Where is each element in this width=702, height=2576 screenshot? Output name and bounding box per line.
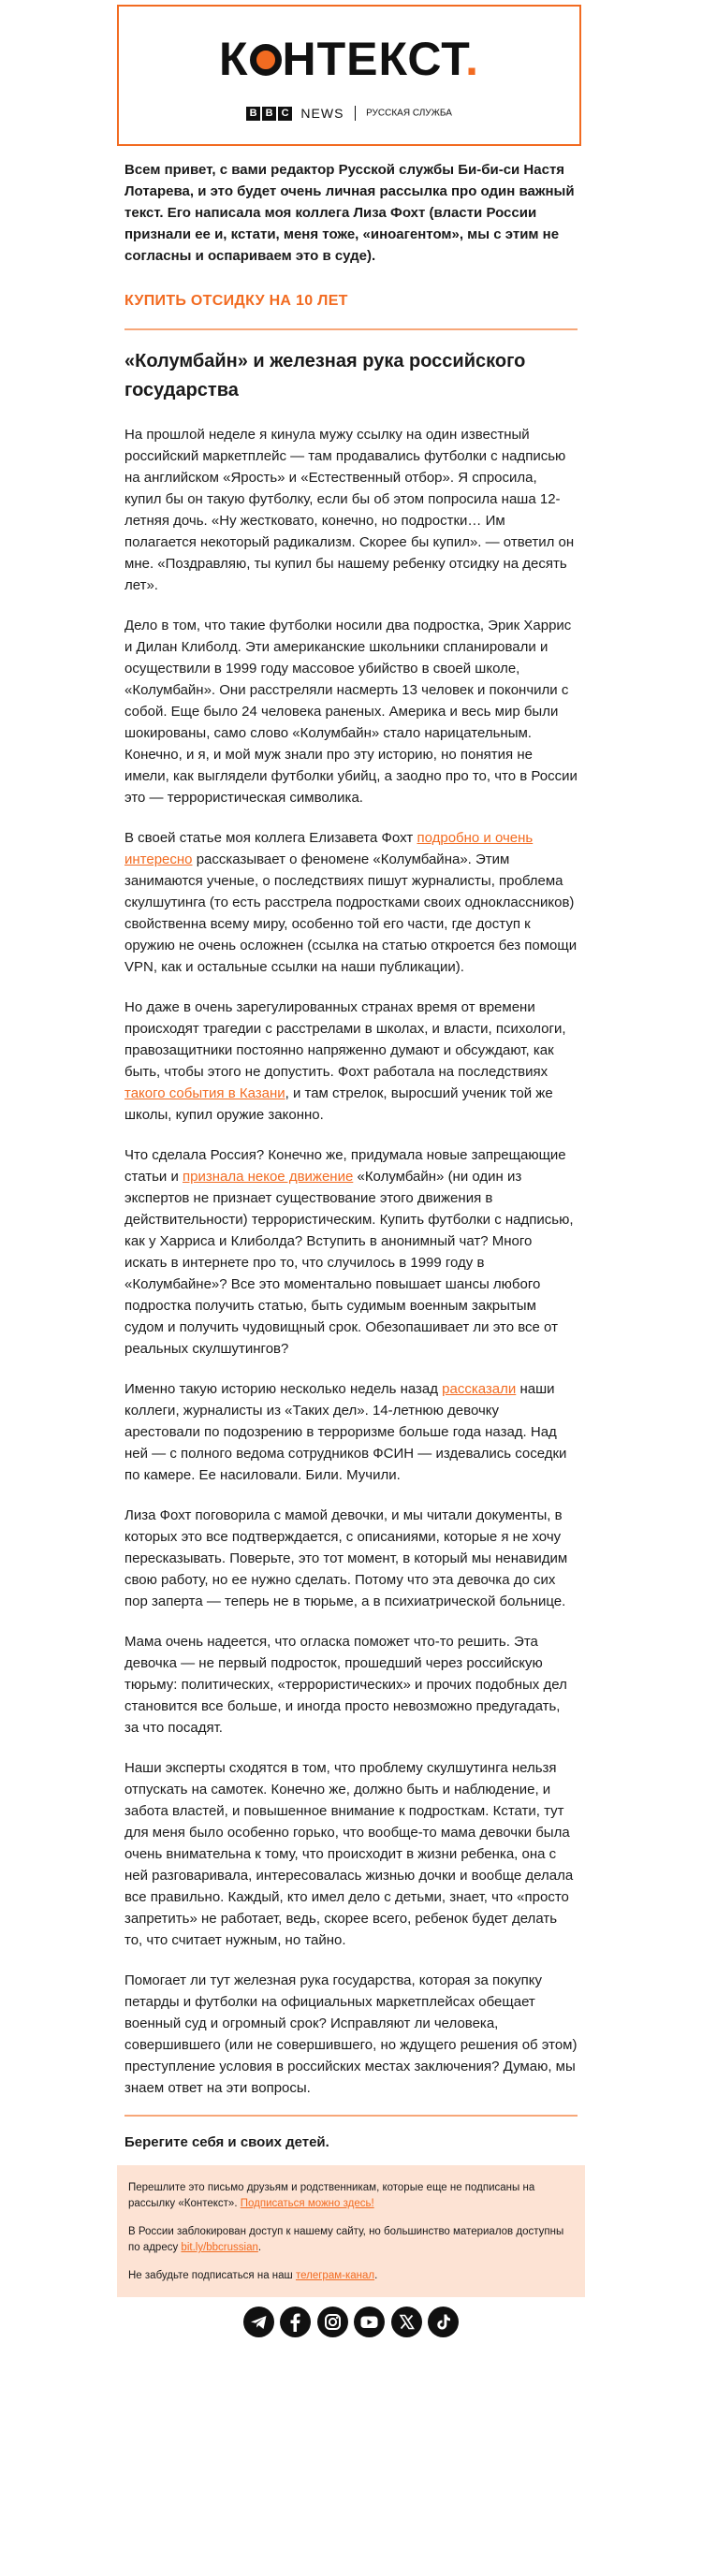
logo-dot: . [465, 33, 480, 85]
paragraph-text: , и там стрелок, выросший ученик той же школы, купил оружие законно. [124, 1085, 553, 1123]
bbc-news-label: NEWS [300, 106, 344, 121]
footer-text: Перешлите это письмо друзьям и родственникам, которые еще не подписаны на рассылку «Контекст». [128, 2182, 535, 2209]
footer-text: . [257, 2242, 262, 2253]
paragraph-4 [124, 997, 578, 1126]
divider [124, 2115, 578, 2117]
bbc-blocks [246, 106, 294, 121]
footer-box [117, 2165, 585, 2297]
divider [124, 328, 578, 330]
movement-link[interactable]: признала некое движение [183, 1169, 354, 1185]
article-headline: «Колумбайн» и железная рука российского государства [124, 351, 526, 400]
logo-o-circle [250, 44, 282, 76]
tiktok-icon[interactable] [428, 2307, 459, 2337]
footer-telegram-note [128, 2268, 574, 2284]
footer-mirror-note [128, 2224, 574, 2256]
paragraph-7: Лиза Фохт поговорила с мамой девочки, и мы читали документы, в которых это все подтверждается, с описаниями, которые я не хочу пересказывать. Поверьте, это тот момент, в который мы ненавидим свою работу, но ее нужно сделать. Потому что эта девочка до сих пор заперта — теперь не в тюрьме, а в психиатрической больнице. [124, 1507, 568, 1609]
footer-text: . [374, 2270, 378, 2281]
paragraph-8: Мама очень надеется, что огласка поможет что-то решить. Эта девочка — не первый подросток, прошедший через российскую тюрьму: политических, «террористических» и прочих подобных дел становится все больше, и иногда просто невозможно предугадать, за что посадят. [124, 1634, 567, 1736]
intro-text: Всем привет, с вами редактор Русской службы Би-би-си Настя Лотарева, и это будет очень личная рассылка про один важный текст. Его написала моя коллега Лиза Фохт (власти России признали ее и, кстати, меня тоже, «иноагентом», мы с этим не согласны и оспариваем это в суде). [124, 162, 575, 264]
logo-text: НТЕКСТ [282, 33, 466, 85]
bbc-news-russian-logo [119, 106, 579, 121]
paragraph-text: Но даже в очень зарегулированных странах время от времени происходят трагедии с расстрелами в школах, и власти, психологи, правозащитники постоянно напряженно думают и обсуждают, как быть, чтобы этого не допустить. Фохт работала на последствиях [124, 999, 566, 1080]
facebook-icon[interactable] [280, 2307, 311, 2337]
paragraph-6 [124, 1378, 578, 1486]
takie-dela-link[interactable]: рассказали [442, 1381, 517, 1397]
paragraph-text: наши коллеги, журналисты из «Таких дел». 14-летнюю девочку арестовали по подозрению в терроризме больше года назад. Над ней — с полного ведома сотрудников ФСИН — издевались соседки по камере. Ее насиловали. Били. Мучили. [124, 1381, 567, 1483]
logo-letter-k: К [218, 33, 249, 85]
kontekst-logo [119, 31, 579, 87]
closing-line: Берегите себя и своих детей. [124, 2134, 329, 2150]
footer-text: В России заблокирован доступ к нашему сайту, но большинство материалов доступны по адресу [128, 2226, 564, 2253]
article-link[interactable]: подробно и очень интересно [124, 830, 534, 867]
newsletter-header [117, 5, 581, 146]
youtube-icon[interactable] [354, 2307, 385, 2337]
divider [355, 106, 356, 121]
paragraph-9: Наши эксперты сходятся в том, что проблему скулшутинга нельзя отпускать на самотек. Конечно же, должно быть и наблюдение, и забота властей, и повышенное внимание к подросткам. Кстати, тут для меня было особенно горько, что вообще-то мама девочки была очень внимательна к тому, что происходит в жизни ребенка, она с ней разговаривала, интересовалась жизнью дочки и вообще делала все правильно. Каждый, кто имел дело с детьми, знает, что «просто запретить» не работает, ведь, скорее всего, ребенок будет делать то, что считает нужным, но тайно. [124, 1760, 574, 1948]
paragraph-text: «Колумбайн» (ни один из экспертов не признает существование этого движения в действительности) террористическим. Купить футболки с надписью, как у Харриса и Клиболда? Вступить в анонимный чат? Много искать в интернете про то, что случилось в 1999 году в «Колумбайне»? Все это моментально повышает шансы любого подростка получить статью, быть судимым военным закрытым судом и получить чудовищный срок. Обезопашивает ли это все от реальных скулшутингов? [124, 1169, 574, 1357]
footer-forward-note [128, 2180, 574, 2212]
paragraph-2: Дело в том, что такие футболки носили два подростка, Эрик Харрис и Дилан Клиболд. Эти американские школьники спланировали и осуществили в 1999 году массовое убийство в своей школе, «Колумбайн». Они расстреляли насмерть 13 человек и покончили с собой. Еще было 24 человека раненых. Америка и весь мир были шокированы, само слово «Колумбайн» стало нарицательным. Конечно, и я, и мой муж знали про эту историю, но понятия не имели, как выглядели футболки убийц, а заодно про то, что в России это — террористическая символика. [124, 618, 578, 806]
bbc-block-c: C [278, 107, 292, 121]
instagram-icon[interactable] [317, 2307, 348, 2337]
bbc-block-b2: B [262, 107, 276, 121]
mirror-link[interactable]: bit.ly/bbcrussian [181, 2242, 258, 2253]
paragraph-text: В своей статье моя коллега Елизавета Фохт [124, 830, 417, 846]
footer-text: Не забудьте подписаться на наш [128, 2270, 296, 2281]
kazan-event-link[interactable]: такого события в Казани [124, 1085, 285, 1101]
telegram-channel-link[interactable]: телеграм-канал [295, 2270, 375, 2281]
telegram-icon[interactable] [243, 2307, 274, 2337]
paragraph-text: рассказывает о феномене «Колумбайна». Этим занимаются ученые, о последствиях пишут журналисты, проблема скулшутинга (то есть расстрела подростками своих одноклассников) свойственна всему миру, особенно той его части, где доступ к оружию не очень осложнен (ссылка на статью откроется без помощи VPN, как и остальные ссылки на наши публикации). [124, 851, 578, 975]
paragraph-10: Помогает ли тут железная рука государства, которая за покупку петарды и футболки на официальных маркетплейсах обещает военный суд и огромный срок? Исправляют ли человека, совершившего (или не совершившего, но ждущего решения об этом) преступление условия в российских местах заключения? Думаю, мы знаем ответ на эти вопросы. [124, 1972, 578, 2096]
social-links [117, 2307, 585, 2337]
paragraph-text: Что сделала Россия? Конечно же, придумала новые запрещающие статьи и [124, 1147, 566, 1185]
paragraph-5 [124, 1144, 578, 1360]
paragraph-1: На прошлой неделе я кинула мужу ссылку на один известный российский маркетплейс — там продавались футболки с надписью на английском «Ярость» и «Естественный отбор». Я спросила, купил бы он такую футболку, если бы об этом попросила наша 12-летняя дочь. «Ну жестковато, конечно, но подростки… Им полагается некоторый радикализм. Скорее бы купил». — ответил он мне. «Поздравляю, ты купил бы нашему ребенку отсидку на десять лет». [124, 427, 575, 593]
subscribe-link[interactable]: Подписаться можно здесь! [240, 2198, 374, 2209]
paragraph-text: Именно такую историю несколько недель назад [124, 1381, 443, 1397]
paragraph-3 [124, 827, 578, 978]
x-icon[interactable] [391, 2307, 422, 2337]
buy-sentence-link[interactable]: КУПИТЬ ОТСИДКУ НА 10 ЛЕТ [124, 293, 348, 309]
russian-service-label: РУССКАЯ СЛУЖБА [366, 108, 452, 119]
bbc-block-b1: B [246, 107, 260, 121]
